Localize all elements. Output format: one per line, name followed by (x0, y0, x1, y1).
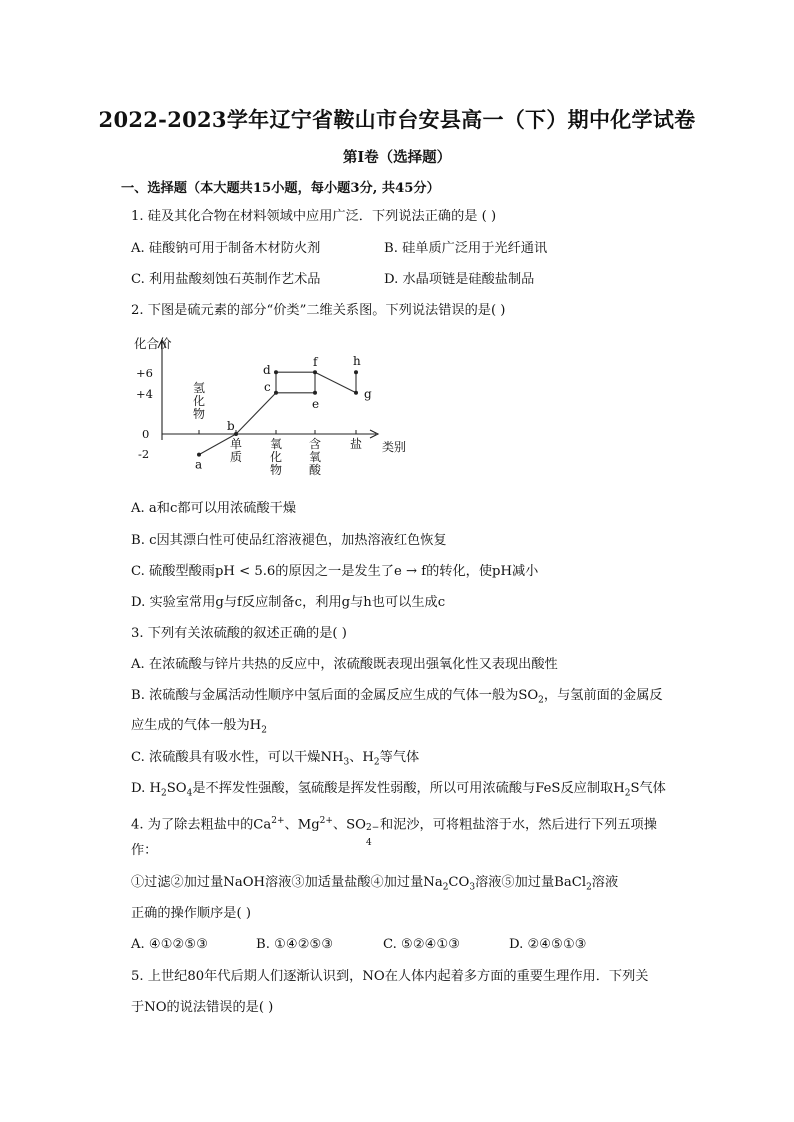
category-label-4: 盐 (350, 437, 363, 451)
question-2-option-d: D. 实验室常用g与f反应制备c，利用g与h也可以生成c (131, 595, 446, 610)
question-3-stem: 3. 下列有关浓硫酸的叙述正确的是( ) (131, 626, 347, 641)
chart-point-d (274, 370, 278, 374)
y-tick-label-6: +6 (136, 366, 153, 380)
point-label-h: h (353, 354, 361, 369)
question-4-option-c: C. ⑤②④①③ (383, 937, 461, 952)
question-1-option-b: B. 硅单质广泛用于光纤通讯 (384, 241, 548, 256)
question-4-stem-cont: 作： (131, 843, 158, 858)
question-5-stem-cont: 于NO的说法错误的是( ) (131, 1000, 274, 1015)
question-2-option-a: A. a和c都可以用浓硫酸干燥 (131, 501, 297, 516)
chart-line-f-g (315, 372, 356, 393)
y-tick-label-4: +4 (136, 387, 153, 401)
question-4-option-b: B. ①④②⑤③ (256, 937, 334, 952)
chart-line-b-c (236, 393, 276, 434)
question-2-option-c: C. 硫酸型酸雨pH < 5.6的原因之一是发生了e → f的转化，使pH减小 (131, 564, 539, 579)
chart-point-a (197, 453, 201, 457)
category-label-1: 单质 (230, 437, 243, 464)
point-label-b: b (227, 419, 235, 433)
valence-class-chart (126, 330, 416, 480)
question-3-option-a: A. 在浓硫酸与锌片共热的反应中，浓硫酸既表现出强氧化性又表现出酸性 (131, 657, 558, 672)
question-5-stem: 5. 上世纪80年代后期人们逐渐认识到，NO在人体内起着多方面的重要生理作用．下列关 (131, 969, 649, 984)
question-4-ask: 正确的操作顺序是( ) (131, 906, 251, 921)
question-2-option-b: B. c因其漂白性可使品红溶液褪色，加热溶液红色恢复 (131, 533, 447, 548)
question-4-option-a: A. ④①②⑤③ (131, 937, 209, 952)
question-1-stem: 1. 硅及其化合物在材料领域中应用广泛．下列说法正确的是 ( ) (131, 209, 497, 224)
question-1-option-d: D. 水晶项链是硅酸盐制品 (384, 272, 535, 287)
chart-point-f (313, 370, 317, 374)
part-header: 一、选择题（本大题共15小题，每小题3分, 共45分） (121, 181, 440, 196)
category-label-2: 氧化物 (270, 437, 283, 477)
point-label-f: f (313, 355, 318, 370)
question-1-option-c: C. 利用盐酸刻蚀石英制作艺术品 (131, 272, 321, 287)
x-axis-label: 类别 (382, 440, 407, 454)
point-label-a: a (195, 457, 203, 472)
question-3-option-c: C. 浓硫酸具有吸水性，可以干燥$NH_3$、$H_2$等气体 (131, 750, 420, 768)
point-label-e: e (312, 396, 320, 411)
chart-point-e (313, 391, 317, 395)
question-3-option-d: D. $H_2SO_4$是不挥发性强酸，氢硫酸是挥发性弱酸，所以可用浓硫酸与FeS反应制取$H_2S$气体 (131, 781, 666, 799)
point-label-d: d (263, 363, 271, 378)
question-4-operations: ①过滤②加过量NaOH溶液③加适量盐酸④加过量$Na_2CO_3$溶液⑤加过量BaCl$_2$溶液 (131, 875, 619, 893)
question-4-option-d: D. ②④⑤①③ (509, 937, 587, 952)
chart-point-h (354, 370, 358, 374)
question-3-option-b: B. 浓硫酸与金属活动性顺序中氢后面的金属反应生成的气体一般为$SO_2$，与氢前面的金属反 (131, 688, 663, 706)
chart-point-c (274, 391, 278, 395)
question-4-stem: 4. 为了除去粗盐中的$Ca^{2+}$、$Mg^{2+}$、SO 2− 4 和泥沙，可将粗盐溶于水，然后进行下列五项操 (131, 816, 657, 849)
section-title: 第Ⅰ卷（选择题） (342, 149, 452, 166)
question-1-option-a: A. 硅酸钠可用于制备木材防火剂 (131, 241, 321, 256)
point-label-g: g (364, 386, 372, 401)
question-3-option-b-cont: 应生成的气体一般为$H_2$ (131, 718, 267, 736)
y-tick-label-0: 0 (142, 427, 150, 441)
y-tick-label-neg2: -2 (138, 447, 150, 461)
point-label-c: c (264, 379, 271, 394)
chart-point-g (354, 391, 358, 395)
y-axis-label: 化合价 (134, 336, 172, 351)
category-label-3: 含氧酸 (309, 437, 322, 477)
page-title: 2022-2023学年辽宁省鞍山市台安县高一（下）期中化学试卷 (98, 107, 696, 132)
category-label-0: 氢化物 (193, 381, 206, 421)
question-2-stem: 2. 下图是硫元素的部分“价类”二维关系图。下列说法错误的是( ) (131, 303, 506, 318)
